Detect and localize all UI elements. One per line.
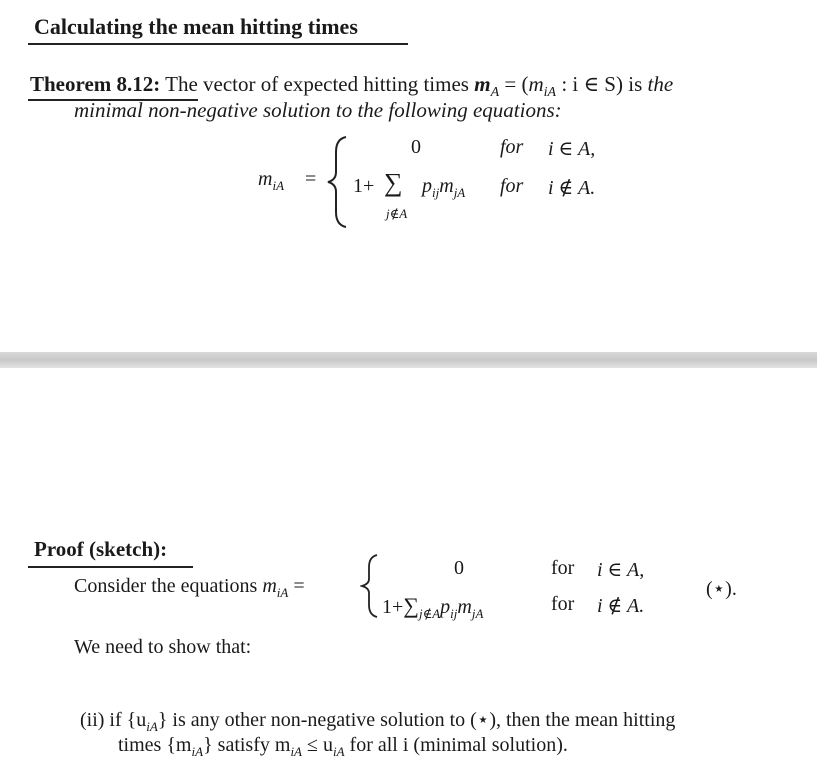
section-title-underline — [28, 43, 408, 45]
eq1-case2-term: $p_{ij}m_{jA}$ — [422, 175, 466, 200]
eq1-case1-for: for — [500, 136, 524, 158]
eq1-lhs: $m_{iA}$ — [258, 168, 285, 193]
proof-case1-value: 0 — [454, 557, 464, 579]
proof-star-tag: (⋆). — [706, 578, 737, 600]
eq1-case2-sum: ∑ — [384, 168, 403, 197]
theorem-statement-line1 — [30, 72, 673, 101]
theorem-elem: m — [528, 72, 544, 96]
theorem-elem-sub: iA — [543, 85, 557, 101]
proof-title: Proof (sketch): — [34, 537, 168, 561]
theorem-label: Theorem 8.12: — [30, 72, 161, 96]
proof-left-brace — [360, 553, 380, 619]
eq1-case1-value: 0 — [411, 136, 421, 158]
theorem-intro: The vector of expected hitting times — [165, 72, 469, 96]
proof-case1-cond: i ∈ A, — [597, 559, 645, 581]
eq1-case2-sum-sub: j∉A — [386, 206, 408, 221]
theorem-vector: $m_A$ — [474, 72, 500, 101]
proof-need: We need to show that: — [74, 636, 252, 658]
section-title: Calculating the mean hitting times — [34, 14, 358, 39]
proof-case1-for: for — [551, 557, 575, 579]
slide-divider — [0, 352, 817, 368]
eq1-left-brace — [326, 134, 350, 230]
proof-case2-expr: $1+\sum_{j\notin A}p_{ij}m_{jA}$ — [382, 593, 484, 621]
proof-case2-for: for — [551, 593, 575, 615]
theorem-statement-line2: minimal non-negative solution to the following equations: — [74, 98, 562, 122]
proof-title-underline — [28, 566, 193, 568]
theorem-is: is — [628, 72, 643, 96]
theorem-the: the — [647, 72, 674, 96]
proof-consider: Consider the equations $m_{iA}$ = — [74, 575, 305, 600]
proof-item-ii-line2: times $\{m_{iA}\}$ satisfy $m_{iA} \le u_{iA}$ for all i (minimal solution). — [118, 734, 568, 759]
theorem-eq-open: = ( — [504, 72, 529, 96]
eq1-case2-for: for — [500, 175, 524, 197]
theorem-set-cond: : i ∈ S) — [561, 72, 623, 96]
proof-item-ii-line1: (ii) if $\{u_{iA}\}$ is any other non-negative solution to (⋆), then the mean hitting — [80, 709, 676, 734]
eq1-case2-cond: i ∉ A. — [548, 177, 596, 199]
proof-case2-cond: i ∉ A. — [597, 595, 645, 617]
eq1-equals: = — [305, 168, 317, 190]
eq1-case2-one-plus: 1+ — [353, 175, 375, 197]
eq1-case1-cond: i ∈ A, — [548, 138, 596, 160]
